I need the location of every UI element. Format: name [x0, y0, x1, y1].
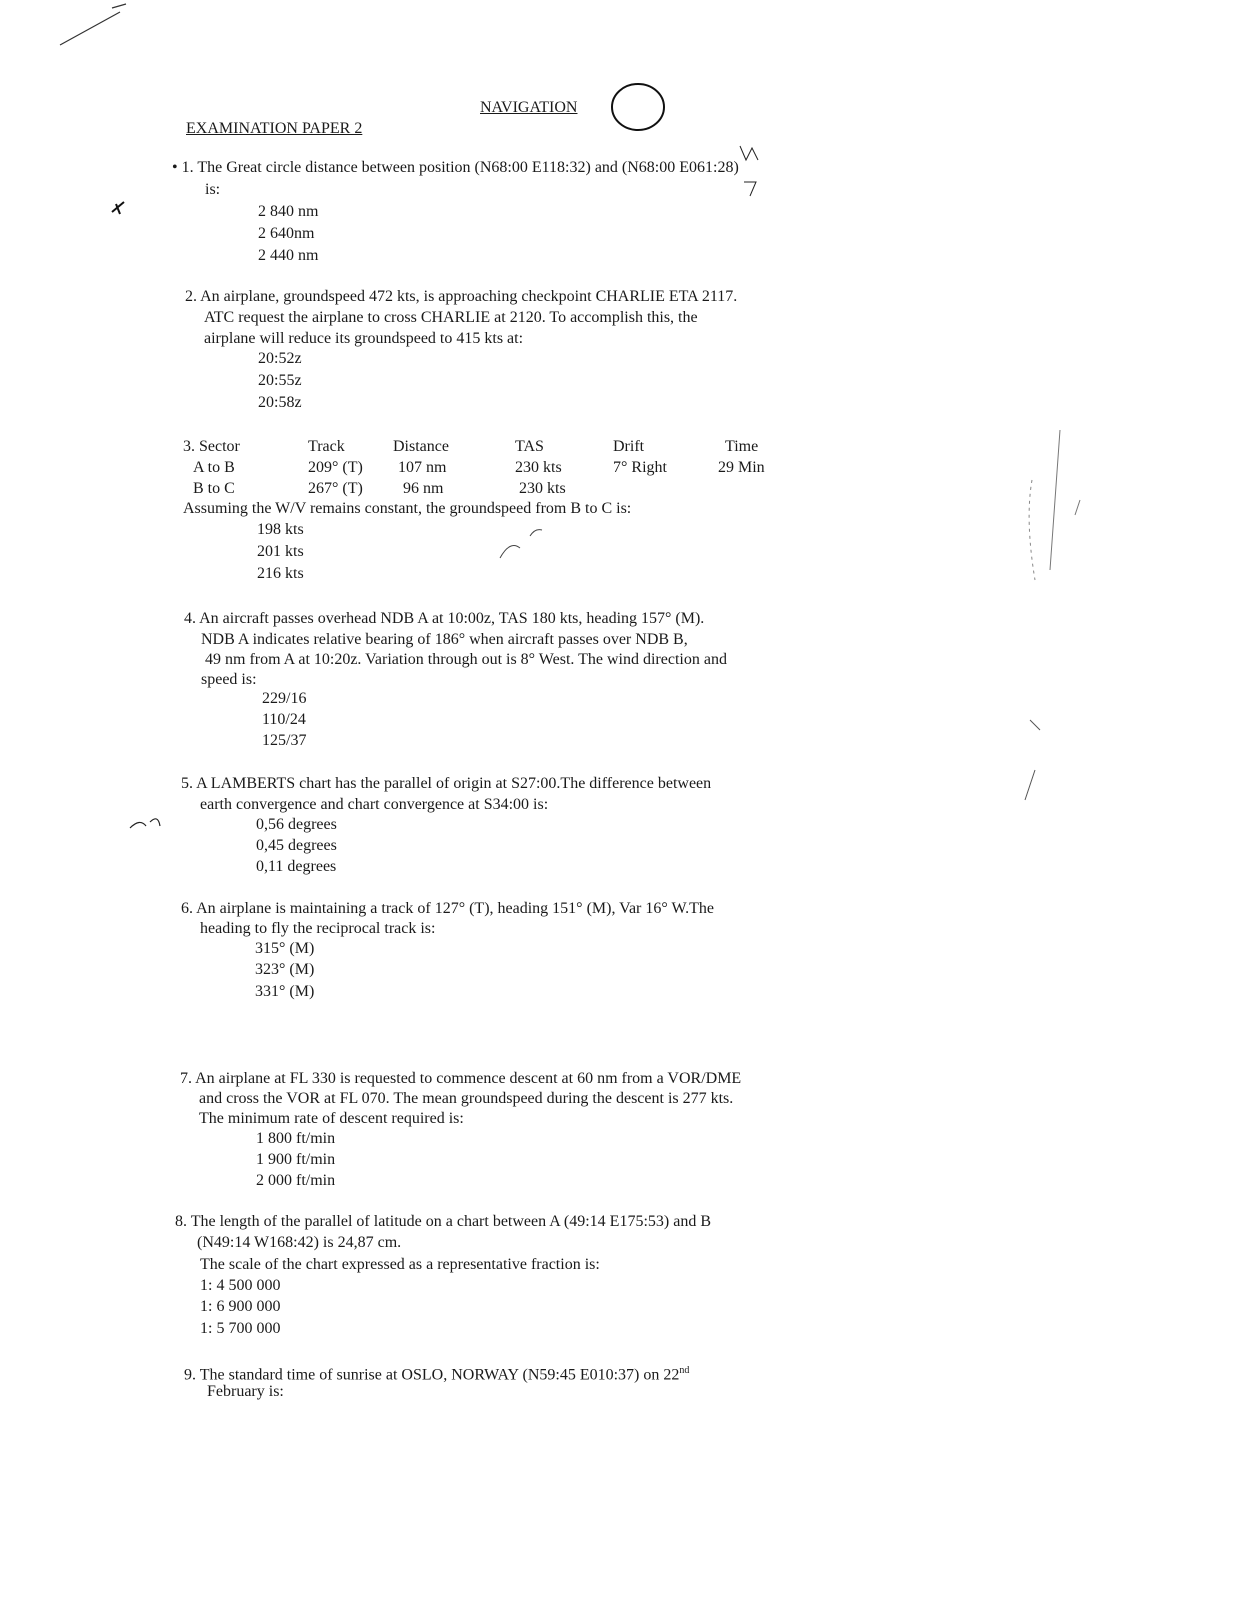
option: 1: 5 700 000: [200, 1320, 281, 1337]
option: 323° (M): [255, 961, 315, 978]
pen-stroke: [500, 530, 542, 558]
option: 20:58z: [258, 394, 302, 411]
table-header: Time: [725, 438, 759, 455]
pen-stroke: [130, 819, 160, 828]
question-text: 2. An airplane, groundspeed 472 kts, is approaching checkpoint CHARLIE ETA 2117.: [185, 288, 738, 305]
question-text: earth convergence and chart convergence at S34:00 is:: [200, 796, 549, 813]
option: 1 900 ft/min: [256, 1151, 336, 1168]
table-cell: 96 nm: [403, 480, 444, 497]
w-annotation: [740, 146, 758, 196]
option: 1 800 ft/min: [256, 1130, 336, 1147]
option: 331° (M): [255, 983, 315, 1000]
option: 2 440 nm: [258, 247, 319, 264]
question-text: NDB A indicates relative bearing of 186° when aircraft passes over NDB B,: [201, 631, 688, 648]
pen-stroke: [1025, 720, 1040, 800]
question-text: and cross the VOR at FL 070. The mean groundspeed during the descent is 277 kts.: [199, 1090, 734, 1107]
table-cell: 267° (T): [308, 480, 363, 497]
question-text: The minimum rate of descent required is:: [199, 1110, 464, 1127]
question-text: The scale of the chart expressed as a representative fraction is:: [200, 1256, 600, 1273]
question-text: • 1. The Great circle distance between position (N68:00 E118:32) and (N68:00 E061:28): [172, 159, 739, 176]
paper-title: EXAMINATION PAPER 2: [186, 120, 363, 137]
option: 198 kts: [257, 521, 304, 538]
question-text: airplane will reduce its groundspeed to 415 kts at:: [204, 330, 524, 347]
subject-title: NAVIGATION: [480, 99, 578, 116]
option: 2 000 ft/min: [256, 1172, 336, 1189]
table-cell: A to B: [193, 459, 235, 476]
table-header: Drift: [613, 438, 645, 455]
option: 216 kts: [257, 565, 304, 582]
option: 315° (M): [255, 940, 315, 957]
option: 125/37: [262, 732, 307, 749]
question-text: (N49:14 W168:42) is 24,87 cm.: [197, 1234, 402, 1251]
option: 2 840 nm: [258, 203, 319, 220]
table-header: 3. Sector: [183, 438, 240, 455]
question-text: 8. The length of the parallel of latitude on a chart between A (49:14 E175:53) and B: [175, 1213, 711, 1230]
table-header: TAS: [515, 438, 544, 455]
circle-mark: [612, 84, 664, 130]
question-text: ATC request the airplane to cross CHARLIE at 2120. To accomplish this, the: [204, 309, 698, 326]
option: 0,45 degrees: [256, 837, 337, 854]
pen-stroke: [60, 4, 126, 45]
pen-stroke: [1050, 430, 1080, 570]
table-cell: 209° (T): [308, 459, 363, 476]
question-text: February is:: [207, 1383, 284, 1400]
question-text: 4. An aircraft passes overhead NDB A at 10:00z, TAS 180 kts, heading 157° (M).: [184, 610, 705, 627]
option: 0,11 degrees: [256, 858, 337, 875]
table-header: Track: [308, 438, 345, 455]
tick-mark: [112, 202, 124, 214]
table-cell: 230 kts: [519, 480, 566, 497]
ordinal-suffix: nd: [679, 1365, 690, 1376]
question-text: 5. A LAMBERTS chart has the parallel of origin at S27:00.The difference between: [181, 775, 712, 792]
table-header: Distance: [393, 438, 449, 455]
question-text: Assuming the W/V remains constant, the groundspeed from B to C is:: [183, 500, 632, 517]
option: 0,56 degrees: [256, 816, 337, 833]
question-text: 49 nm from A at 10:20z. Variation through out is 8° West. The wind direction and: [205, 651, 727, 668]
question-text: heading to fly the reciprocal track is:: [200, 920, 436, 937]
question-text: 7. An airplane at FL 330 is requested to commence descent at 60 nm from a VOR/DME: [180, 1070, 742, 1087]
question-text: is:: [205, 181, 221, 198]
table-cell: 230 kts: [515, 459, 562, 476]
option: 1: 4 500 000: [200, 1277, 281, 1294]
option: 20:55z: [258, 372, 302, 389]
table-cell: 29 Min: [718, 459, 765, 476]
table-cell: 7° Right: [613, 459, 667, 476]
question-text: 6. An airplane is maintaining a track of 127° (T), heading 151° (M), Var 16° W.The: [181, 900, 714, 917]
option: 20:52z: [258, 350, 302, 367]
question-text-main: 9. The standard time of sunrise at OSLO, NORWAY (N59:45 E010:37) on 22: [184, 1366, 680, 1384]
table-cell: B to C: [193, 480, 235, 497]
faint-writing: [1029, 480, 1035, 580]
question-text: speed is:: [201, 671, 257, 688]
table-cell: 107 nm: [398, 459, 447, 476]
option: 229/16: [262, 690, 307, 707]
option: 1: 6 900 000: [200, 1298, 281, 1315]
option: 110/24: [262, 711, 306, 728]
option: 2 640nm: [258, 225, 315, 242]
option: 201 kts: [257, 543, 304, 560]
